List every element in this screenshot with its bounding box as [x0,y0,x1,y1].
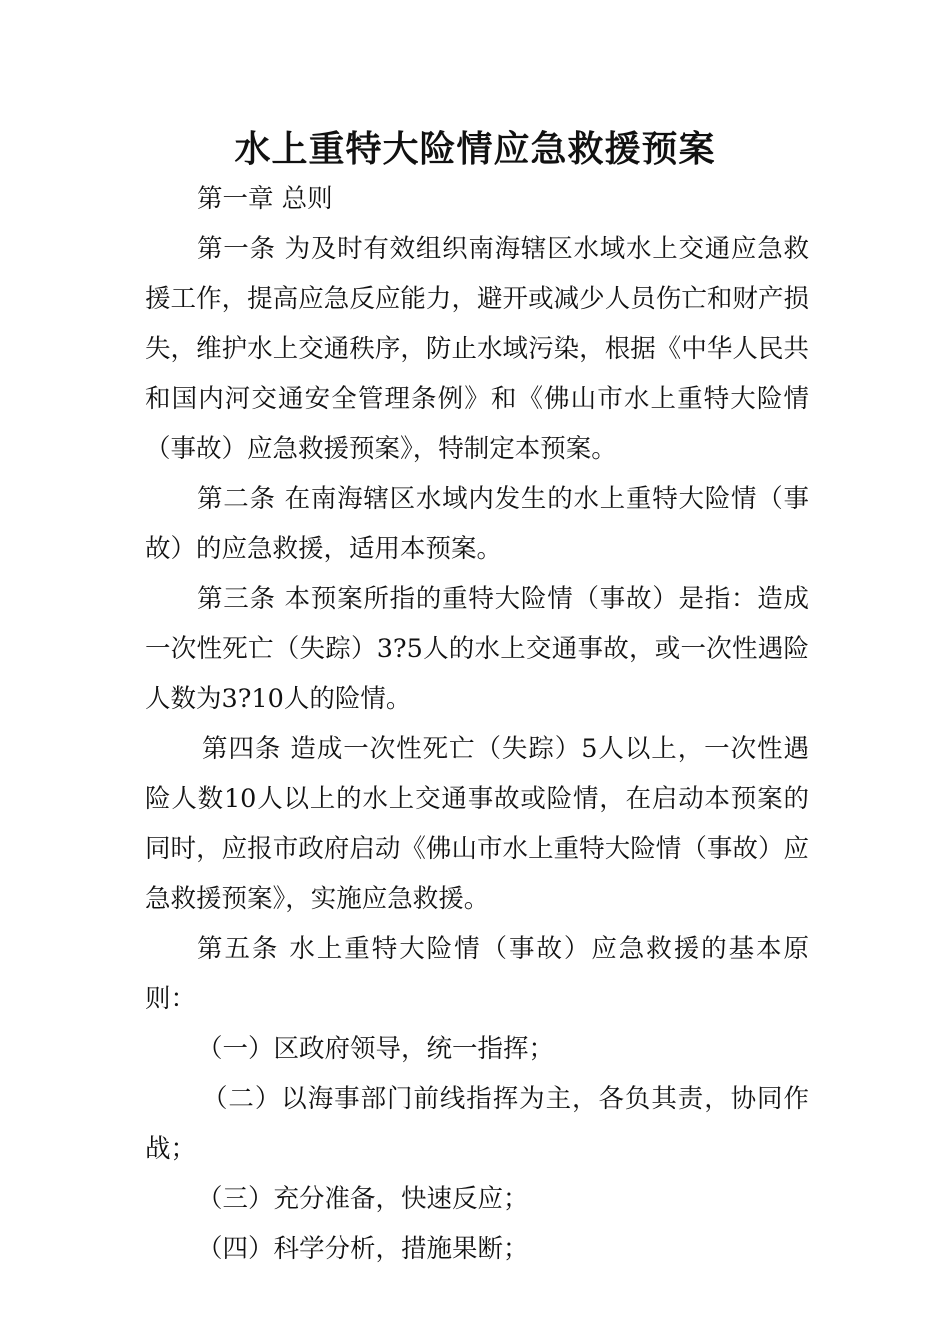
document-title: 水上重特大险情应急救援预案 [234,129,716,170]
chapter-heading: 第一章 总则 [197,184,333,214]
article-2: 第二条 在南海辖区水域内发生的水上重特大险情（事故）的应急救援，适用本预案。 [145,484,809,564]
principle-4: （四）科学分析，措施果断； [197,1234,529,1264]
article-1: 第一条 为及时有效组织南海辖区水域水上交通应急救援工作，提高应急反应能力，避开或减少人员伤亡和财产损失，维护水上交通秩序，防止水域污染，根据《中华人民共和国内河交通安全管理条例》和《佛山市水上重特大险情（事故）应急救援预案》，特制定本预案。 [145,234,809,464]
principle-2: （二）以海事部门前线指挥为主，各负其责，协同作战； [145,1084,809,1164]
principle-3: （三）充分准备，快速反应； [197,1184,529,1214]
principle-1: （一）区政府领导，统一指挥； [197,1034,555,1064]
article-4: 第四条 造成一次性死亡（失踪）5人以上，一次性遇险人数10人以上的水上交通事故或险情，在启动本预案的同时，应报市政府启动《佛山市水上重特大险情（事故）应急救援预案》，实施应急救援。 [145,734,809,914]
article-3: 第三条 本预案所指的重特大险情（事故）是指：造成一次性死亡（失踪）3?5人的水上交通事故，或一次性遇险人数为3?10人的险情。 [145,584,809,714]
document-body [145,174,809,1274]
article-5: 第五条 水上重特大险情（事故）应急救援的基本原则： [145,934,809,1014]
